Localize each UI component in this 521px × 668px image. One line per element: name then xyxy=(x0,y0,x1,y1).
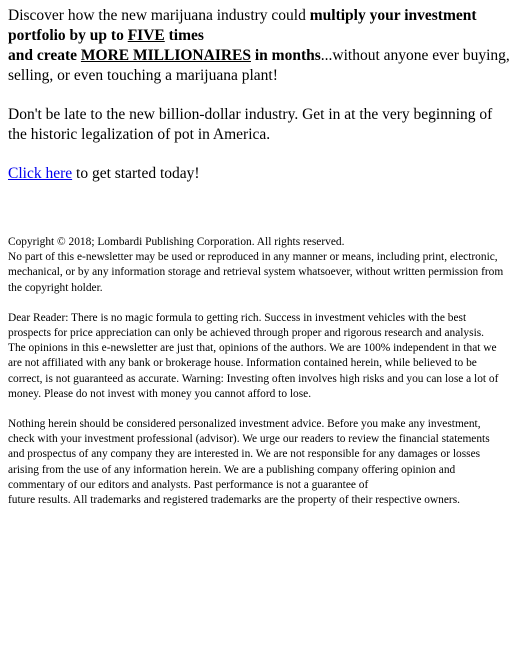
headline-intro-text: Discover how the new marijuana industry could xyxy=(8,7,310,24)
advice-line-3: and prospectus of any company they are interested in. We are not responsible for any damages or losses arising from the use of any information herein. We are a publishing company offering opinion and commentary of our editors and analysts. Past performance is not a guarantee of xyxy=(8,448,481,491)
headline-millionaires-underlined: MORE MILLIONAIRES xyxy=(80,47,251,64)
legal-footer xyxy=(8,235,513,508)
reader-line-1: Dear Reader: There is no magic formula to getting rich. Success in investment vehicles with the best xyxy=(8,311,467,324)
headline-bold-text-2 xyxy=(8,47,321,64)
cta-rest-text: to get started today! xyxy=(72,165,200,182)
advice-disclaimer xyxy=(8,417,513,508)
copyright-notice xyxy=(8,235,513,296)
advice-line-1: Nothing herein should be considered personalized investment advice. Before you make any investment, xyxy=(8,418,481,431)
reader-line-4: are not affiliated with any bank or brokerage house. Information contained herein, while believed to be xyxy=(8,357,477,370)
promo-section xyxy=(8,6,513,184)
advice-line-4: future results. All trademarks and registered trademarks are the property of their respective owners. xyxy=(8,494,460,507)
copyright-terms: No part of this e-newsletter may be used or reproduced in any manner or means, including print, electronic, mechanical, or by any information storage and retrieval system whatsoever, without written permission from the copyright holder. xyxy=(8,251,504,294)
headline-in-months: in months xyxy=(251,47,321,64)
headline-times: times xyxy=(164,27,204,44)
reader-disclaimer xyxy=(8,311,513,402)
promo-paragraph: Don't be late to the new billion-dollar industry. Get in at the very beginning of the historic legalization of pot in America. xyxy=(8,106,493,143)
reader-line-2: prospects for price appreciation can only be achieved through proper and rigorous research and analysis. xyxy=(8,327,485,340)
advice-line-2: check with your investment professional (advisor). We urge our readers to review the financial statements xyxy=(8,433,490,446)
reader-line-3: The opinions in this e-newsletter are just that, opinions of the authors. We are 100% independent in that we xyxy=(8,342,497,355)
reader-line-5: correct, is not guaranteed as accurate. Warning: Investing often involves high risks and you can lose a lot of money. Please do not invest with money you cannot afford to lose. xyxy=(8,372,499,400)
click-here-link[interactable]: Click here xyxy=(8,165,73,182)
headline-five-underlined: FIVE xyxy=(127,27,165,44)
cta-line xyxy=(8,164,513,184)
copyright-line: Copyright © 2018; Lombardi Publishing Corporation. All rights reserved. xyxy=(8,236,345,248)
headline-rest-text: ...without anyone ever buying, selling, or even touching a marijuana plant! xyxy=(8,47,510,84)
promo-headline xyxy=(8,6,513,86)
headline-and-create: and create xyxy=(8,47,81,64)
headline-bold-part: multiply your investment portfolio by up to xyxy=(8,7,477,44)
